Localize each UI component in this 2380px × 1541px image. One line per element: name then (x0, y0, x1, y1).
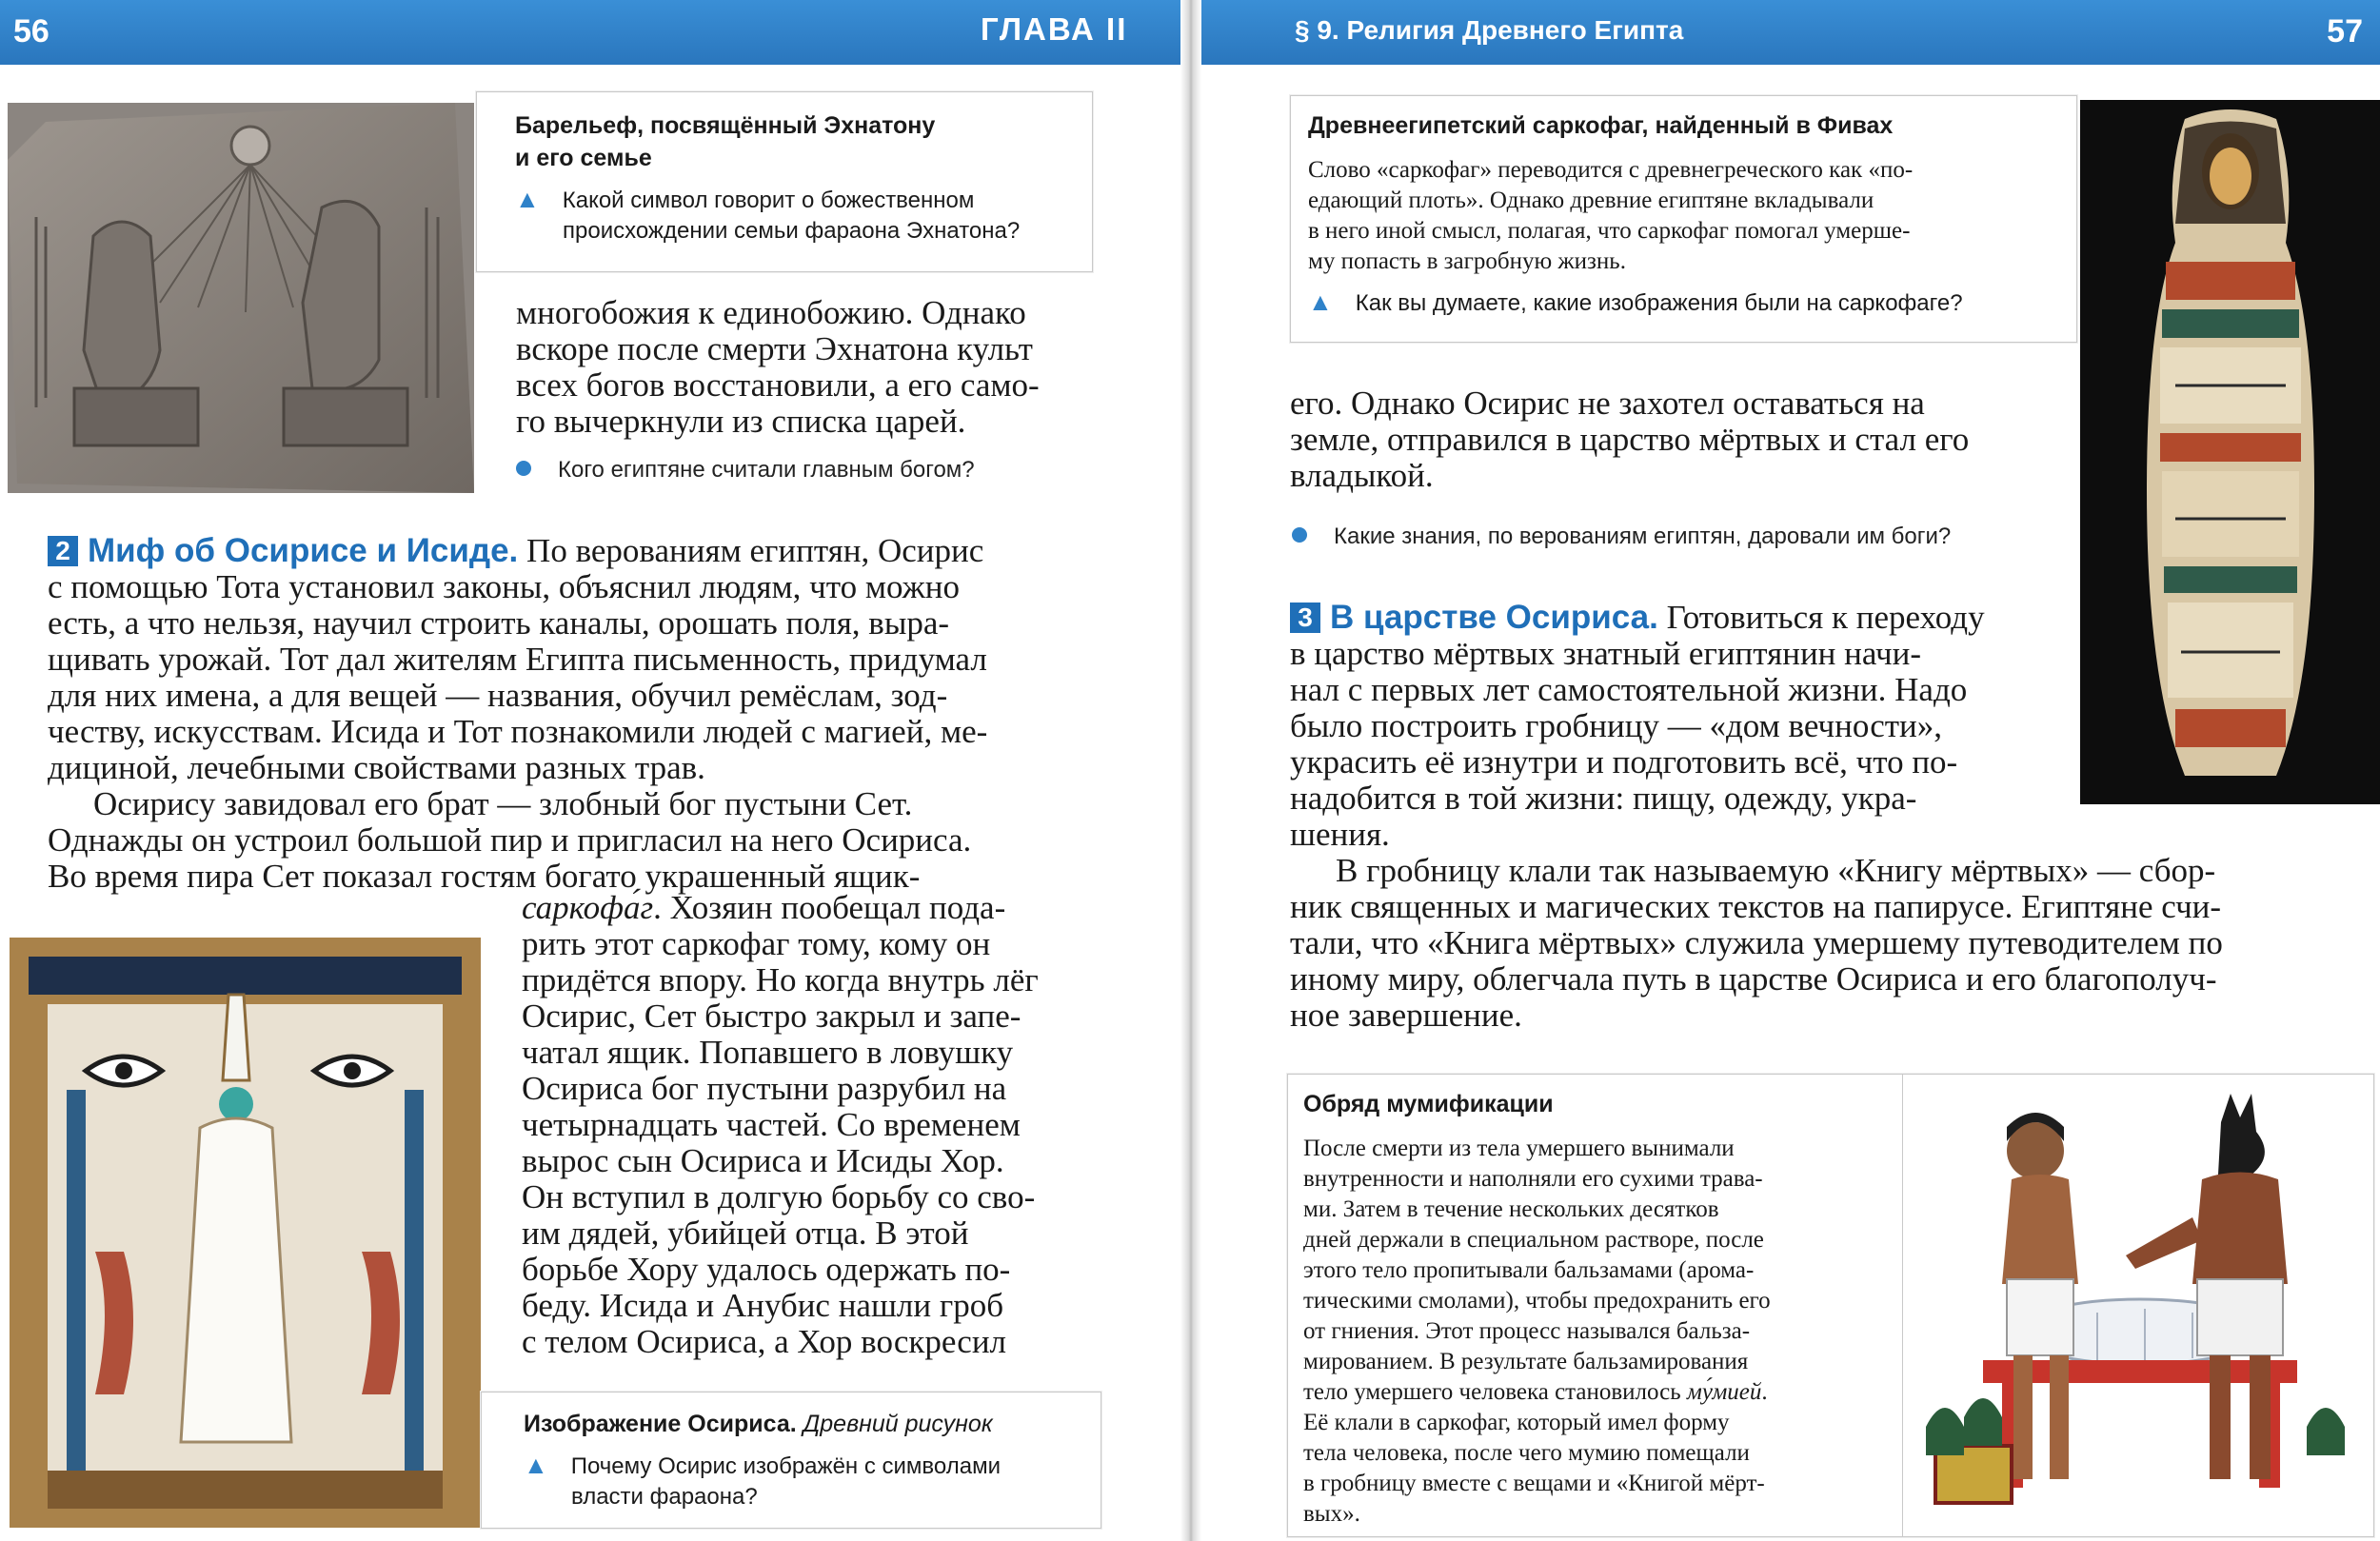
main-god-question: Кого египтяне считали главным богом? (516, 455, 975, 485)
mummification-text: После смерти из тела умершего вынимали внутренности и наполняли его сухими трава- ми. Затем в течение нескольких десятков дней держали в специальном растворе, после этого тело пропитывали бальзамами (арома- тическими смолами), чтобы предохранить его от гниения. Этот процесс назывался бальза- мированием. В результате бальзамирования тело умершего человека становилось му́мией. Её клали в саркофаг, который имел форму тела человека, после чего мумию помещали в гробницу вместе с вещами и «Книгой мёрт- вых». (1303, 1136, 1771, 1527)
section-3-number: 3 (1290, 603, 1320, 633)
osiris-illustration (10, 938, 481, 1528)
book-spine (1180, 0, 1201, 1541)
mummification-illustration (1907, 1084, 2369, 1527)
triangle-icon: ▲ (1308, 287, 1333, 316)
sarcophagus-image (2080, 100, 2380, 804)
section-3-text: 3 В царстве Осириса. Готовиться к переходу в царство мёртвых знатный египтянин начи- нал с первых лет самостоятельной жизни. Надо было построить гробницу — «дом вечности», украсить её изнутри и подготовить всё, что по- надобится в той жизни: пищу, одежду, укра- шения. (1290, 599, 1985, 853)
chapter-title: ГЛАВА II (981, 11, 1128, 47)
right-page-header (1194, 0, 2380, 65)
sarcophagus-caption-box (1290, 95, 2077, 343)
relief-caption-box (476, 91, 1093, 272)
triangle-icon: ▲ (515, 185, 540, 213)
sarcophagus-question: ▲ Как вы думаете, какие изображения были на саркофаге? (1308, 287, 1963, 316)
osiris-caption-box (481, 1392, 1101, 1529)
relief-question: ▲ Какой символ говорит о божественном происхождении семьи фараона Эхнатона? (515, 185, 1021, 244)
bullet-icon (516, 461, 531, 476)
triangle-icon: ▲ (524, 1451, 548, 1479)
section-2-text: 2 Миф об Осирисе и Исиде. По верованиям египтян, Осирис с помощью Тота установил законы, объяснил людям, что можно есть, а что нельзя, научил строить каналы, орошать поля, выра- щивать урожай. Тот дал жителям Египта письменность, придумал для них имена, а для вещей — названия, обучил ремёслам, зод- честву, искусствам. Исида и Тот познакомили людей с магией, ме- дициной, лечебными свойствами разных трав. Осирису завидовал его брат — злобный бог пустыни Сет. Однажды он устроил большой пир и пригласил на него Осириса. Во время пира Сет показал гостям богато украшенный ящик- (48, 532, 988, 895)
osiris-caption-title: Изображение Осириса. Древний рисунок (524, 1411, 993, 1437)
section-2-narrow-text: саркофа́г. Хозяин пообещал пода- рить этот саркофаг тому, кому он придётся впору. Но когда внутрь лёг Осирис, Сет быстро закрыл и запе- чатал ящик. Попавшего в ловушку Осириса бог пустыни разрубил на четырнадцать частей. Со временем вырос сын Осириса и Исиды Хор. Он вступил в долгую борьбу со сво- им дядей, убийцей отца. В этой борьбе Хору удалось одержать по- беду. Исида и Анубис нашли гроб с телом Осириса, а Хор воскресил (522, 889, 1039, 1360)
osiris-question: ▲ Почему Осирис изображён с символами власти фараона? (524, 1451, 1001, 1510)
section-2-number: 2 (48, 536, 78, 566)
right-paragraph-1: его. Однако Осирис не захотел оставаться на земле, отправился в царство мёртвых и стал его владыкой. (1290, 385, 1970, 494)
mummy-term: му́мией (1686, 1379, 1762, 1405)
sarcophagus-caption-text: Слово «саркофаг» переводится с древнегреческого как «по- едающий плоть». Однако древние египтяне вкладывали в него иной смысл, полагая, что саркофаг помогал умерше- му попасть в загробную жизнь. (1308, 157, 1914, 274)
mummification-box (1287, 1074, 2374, 1537)
relief-illustration (8, 103, 474, 493)
relief-caption-title-2: и его семье (515, 145, 652, 171)
embalming-scene (1907, 1084, 2369, 1527)
section-title: § 9. Религия Древнего Египта (1295, 15, 1684, 45)
left-paragraph-1: многобожия к единобожию. Однако вскоре после смерти Эхнатона культ всех богов восстановили, а его само- го вычеркнули из списка царей. (516, 294, 1040, 440)
akhenaten-relief-image (8, 103, 474, 493)
right-page-number: 57 (2327, 13, 2363, 49)
section-2-title: Миф об Осирисе и Исиде. (88, 532, 519, 569)
sarcophagus-term: саркофа́г (522, 889, 654, 926)
relief-caption-title-1: Барельеф, посвящённый Эхнатону (515, 112, 936, 139)
sarcophagus-caption-title: Древнеегипетский саркофаг, найденный в Фивах (1308, 112, 1894, 139)
book-of-dead-paragraph: В гробницу клали так называемую «Книгу мёртвых» — сбор- ник священных и магических текстов на папирусе. Египтяне счи- тали, что «Книга мёртвых» служила умершему путеводителем по иному миру, облегчала путь в царстве Осириса и его благополуч- ное завершение. (1290, 852, 2223, 1034)
section-3-title: В царстве Осириса. (1330, 599, 1658, 636)
left-page-header (0, 0, 1186, 65)
sarcophagus-illustration (2080, 100, 2380, 804)
gods-knowledge-question: Какие знания, по верованиям египтян, даровали им боги? (1292, 522, 1951, 552)
bullet-icon (1292, 527, 1307, 543)
box-divider (1902, 1075, 1903, 1536)
left-page-number: 56 (13, 13, 50, 49)
osiris-image (10, 938, 481, 1528)
mummification-title: Обряд мумификации (1303, 1091, 1554, 1117)
